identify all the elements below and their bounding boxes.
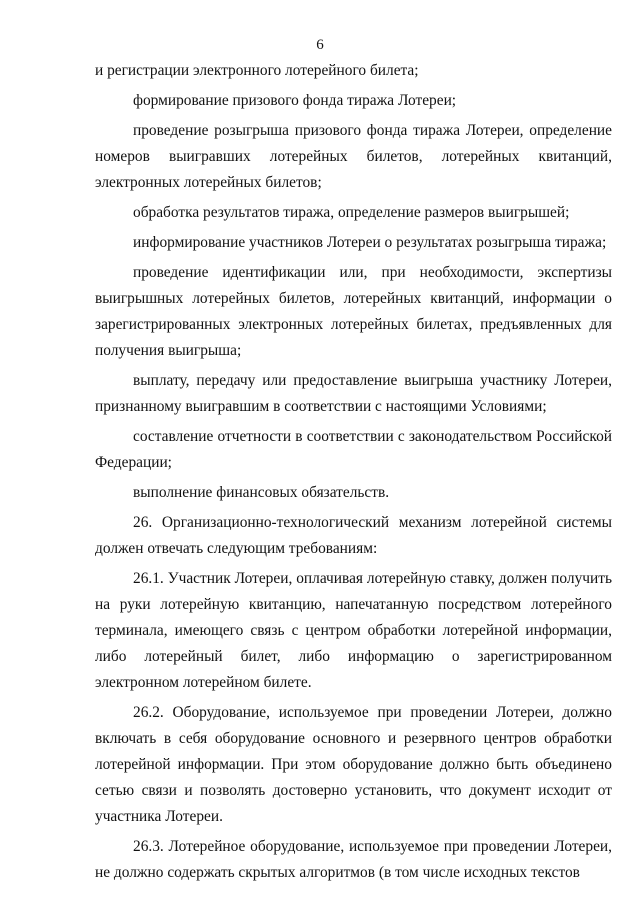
paragraph: 26.1. Участник Лотереи, оплачивая лотерейную ставку, должен получить на руки лотерейную квитанцию, напечатанную посредством лотерейного терминала, имеющего связь с центром обработки лотерейной информации, либо лотерейный билет, либо информацию о зарегистрированном электронном лотерейном билете. [95, 570, 612, 691]
paragraph: проведение розыгрыша призового фонда тиража Лотереи, определение номеров выигравших лотерейных билетов, лотерейных квитанций, электронных лотерейных билетов; [95, 122, 612, 191]
paragraph: и регистрации электронного лотерейного билета; [95, 62, 419, 79]
paragraph: выполнение финансовых обязательств. [133, 484, 390, 501]
paragraph: 26.2. Оборудование, используемое при проведении Лотереи, должно включать в себя оборудование основного и резервного центров обработки лотерейной информации. При этом оборудование должно быть объединено сетью связи и позволять достоверно установить, что документ исходит от участника Лотереи. [95, 704, 612, 825]
document-body [95, 58, 612, 886]
paragraph: выплату, передачу или предоставление выигрыша участнику Лотереи, признанному выигравшим в соответствии с настоящими Условиями; [95, 372, 612, 415]
paragraph: формирование призового фонда тиража Лотереи; [133, 92, 457, 109]
paragraph: обработка результатов тиража, определение размеров выигрышей; [133, 204, 570, 221]
paragraph: 26. Организационно-технологический механизм лотерейной системы должен отвечать следующим требованиям: [95, 514, 612, 557]
paragraph: проведение идентификации или, при необходимости, экспертизы выигрышных лотерейных билетов, лотерейных квитанций, информации о зарегистрированных электронных лотерейных билетах, предъявленных для получения выигрыша; [95, 264, 612, 359]
paragraph: 26.3. Лотерейное оборудование, используемое при проведении Лотереи, не должно содержать скрытых алгоритмов (в том числе исходных текстов [95, 838, 612, 881]
paragraph: составление отчетности в соответствии с законодательством Российской Федерации; [95, 428, 612, 471]
page-number: 6 [316, 37, 324, 53]
paragraph: информирование участников Лотереи о результатах розыгрыша тиража; [133, 234, 607, 251]
